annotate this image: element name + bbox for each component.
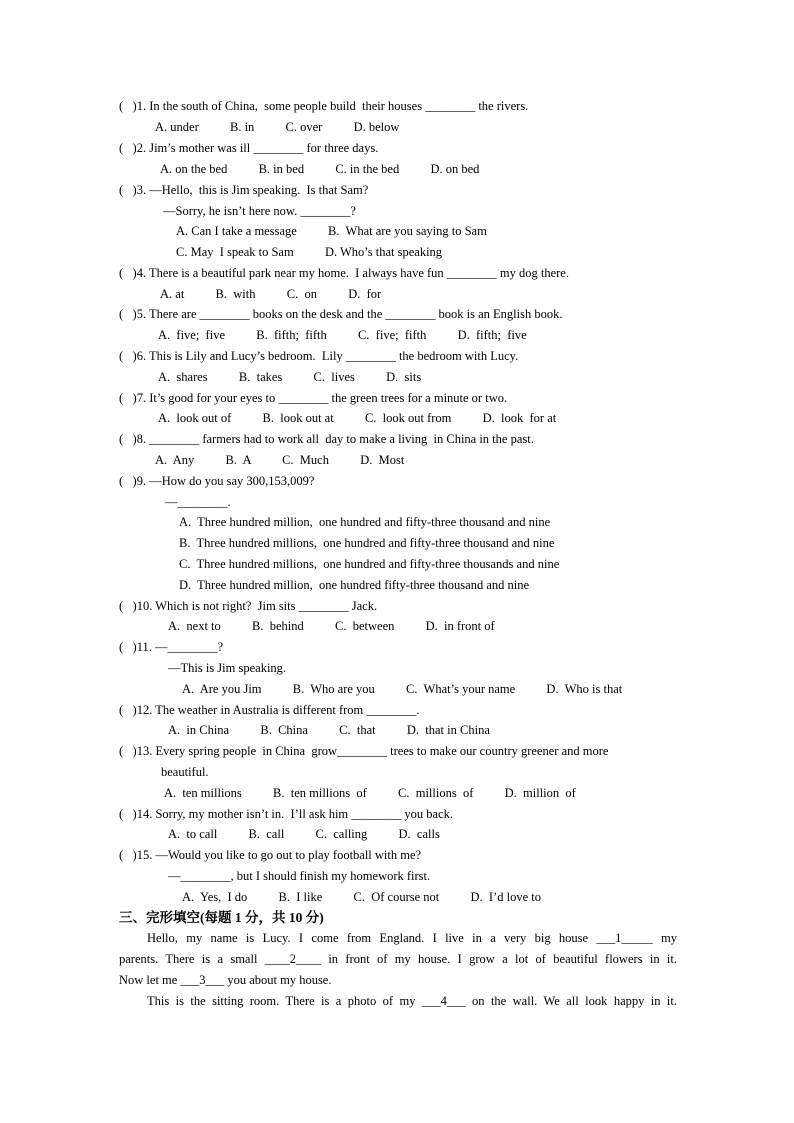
question-11-stem: ( )11. —________? xyxy=(119,640,224,654)
question-11-options: A. Are you Jim B. Who are you C. What’s your name D. Who is that xyxy=(182,682,623,696)
question-13-options: A. ten millions B. ten millions of C. millions of D. million of xyxy=(164,786,576,800)
question-11-reply: —This is Jim speaking. xyxy=(168,661,287,675)
question-13-stem: ( )13. Every spring people in China grow________ trees to make our country greener and more xyxy=(119,744,609,758)
question-9-option-a: A. Three hundred million, one hundred and fifty-three thousand and nine xyxy=(179,515,551,529)
question-14-stem: ( )14. Sorry, my mother isn’t in. I’ll ask him ________ you back. xyxy=(119,807,453,821)
question-3-stem: ( )3. —Hello, this is Jim speaking. Is that Sam? xyxy=(119,183,369,197)
question-7-stem: ( )7. It’s good for your eyes to ________ the green trees for a minute or two. xyxy=(119,391,508,405)
question-1-options: A. under B. in C. over D. below xyxy=(155,120,400,134)
question-15-reply: —________, but I should finish my homework first. xyxy=(168,869,431,883)
question-9-stem: ( )9. —How do you say 300,153,009? xyxy=(119,474,315,488)
question-3-reply: —Sorry, he isn’t here now. ________? xyxy=(163,204,356,218)
question-9-option-b: B. Three hundred millions, one hundred and fifty-three thousand and nine xyxy=(179,536,555,550)
question-12-stem: ( )12. The weather in Australia is different from ________. xyxy=(119,703,420,717)
question-10-stem: ( )10. Which is not right? Jim sits ________ Jack. xyxy=(119,599,378,613)
question-9-reply: —________. xyxy=(165,495,231,509)
question-14-options: A. to call B. call C. calling D. calls xyxy=(168,827,440,841)
question-4-stem: ( )4. There is a beautiful park near my home. I always have fun ________ my dog there. xyxy=(119,266,569,280)
question-12-options: A. in China B. China C. that D. that in China xyxy=(168,723,490,737)
question-6-stem: ( )6. This is Lily and Lucy’s bedroom. Lily ________ the bedroom with Lucy. xyxy=(119,349,519,363)
question-7-options: A. look out of B. look out at C. look out from D. look for at xyxy=(158,411,557,425)
question-1-stem: ( )1. In the south of China, some people build their houses ________ the rivers. xyxy=(119,99,529,113)
question-2-options: A. on the bed B. in bed C. in the bed D. on bed xyxy=(160,162,480,176)
question-3-options-row1: A. Can I take a message B. What are you saying to Sam xyxy=(176,224,487,238)
question-9-option-d: D. Three hundred million, one hundred fifty-three thousand and nine xyxy=(179,578,530,592)
section-title-cloze: 三、完形填空(每题 1 分，共 10 分) xyxy=(119,910,324,925)
question-6-options: A. shares B. takes C. lives D. sits xyxy=(158,370,422,384)
question-9-option-c: C. Three hundred millions, one hundred and fifty-three thousands and nine xyxy=(179,557,560,571)
passage-line-1: Hello, my name is Lucy. I come from England. I live in a very big house ___1_____ my xyxy=(147,931,677,945)
question-10-options: A. next to B. behind C. between D. in front of xyxy=(168,619,495,633)
question-2-stem: ( )2. Jim’s mother was ill ________ for three days. xyxy=(119,141,379,155)
question-8-stem: ( )8. ________ farmers had to work all day to make a living in China in the past. xyxy=(119,432,534,446)
question-15-options: A. Yes, I do B. I like C. Of course not D. I’d love to xyxy=(182,890,542,904)
question-8-options: A. Any B. A C. Much D. Most xyxy=(155,453,405,467)
passage-line-2: parents. There is a small ____2____ in front of my house. I grow a lot of beautiful flowers in it. xyxy=(119,952,677,966)
question-13-stem-continued: beautiful. xyxy=(161,765,209,779)
question-3-options-row2: C. May I speak to Sam D. Who’s that speaking xyxy=(176,245,443,259)
question-15-stem: ( )15. —Would you like to go out to play football with me? xyxy=(119,848,422,862)
passage-line-3: Now let me ___3___ you about my house. xyxy=(119,973,332,987)
question-5-stem: ( )5. There are ________ books on the desk and the ________ book is an English book. xyxy=(119,307,563,321)
question-4-options: A. at B. with C. on D. for xyxy=(160,287,382,301)
passage-line-4: This is the sitting room. There is a photo of my ___4___ on the wall. We all look happy in it. xyxy=(147,994,677,1008)
question-5-options: A. five; five B. fifth; fifth C. five; fifth D. fifth; five xyxy=(158,328,527,342)
